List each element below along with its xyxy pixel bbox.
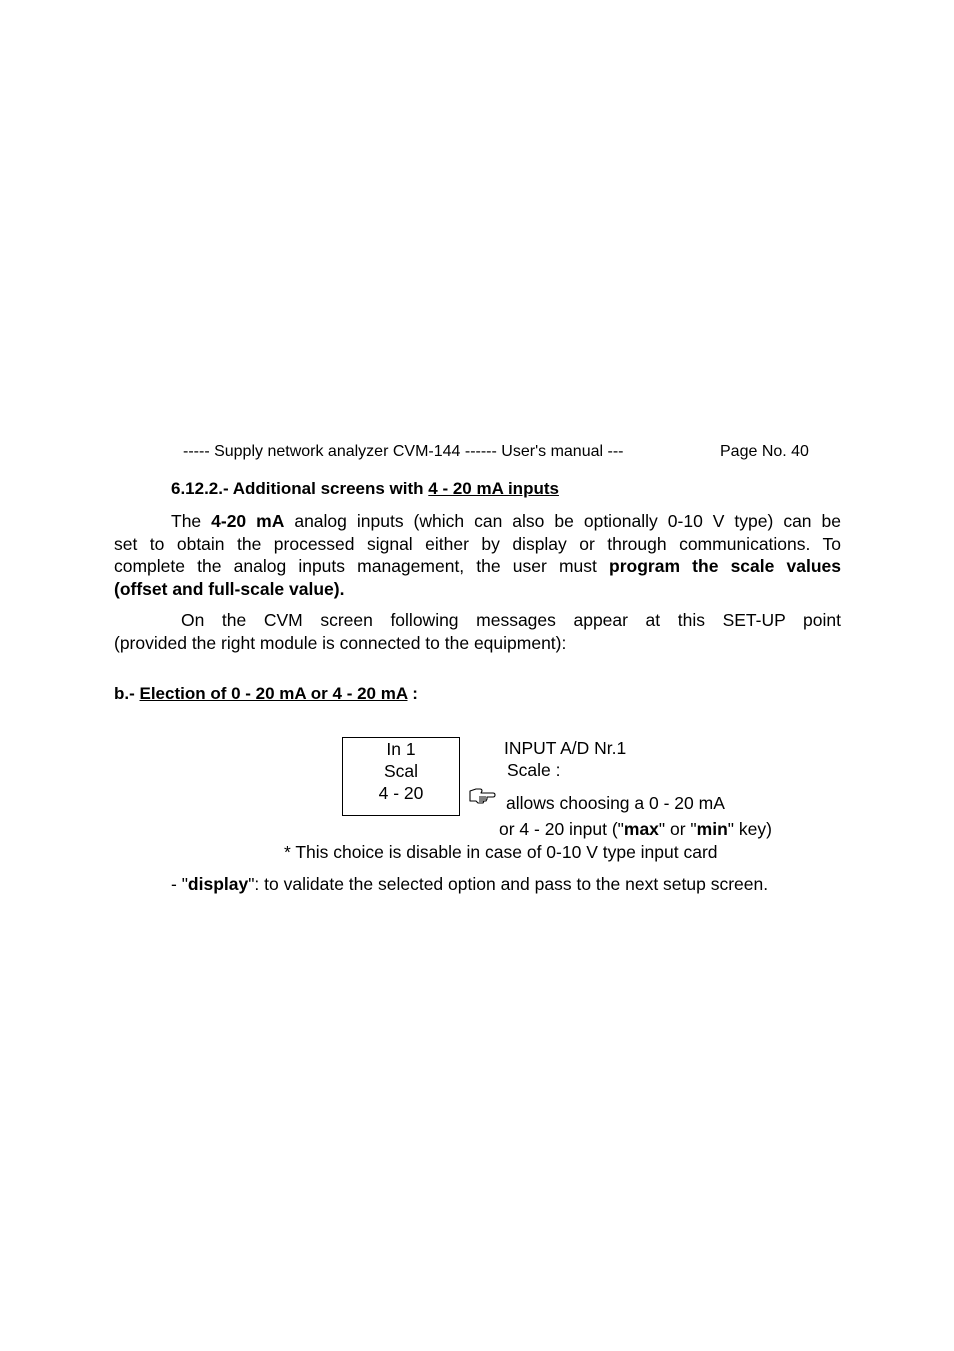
section-title: 6.12.2.- Additional screens with 4 - 20 mA inputs [171,479,559,498]
pointing-hand-icon [467,783,497,807]
subsection-title: b.- Election of 0 - 20 mA or 4 - 20 mA : [114,684,418,703]
desc-input-label: INPUT A/D Nr.1 [504,738,627,758]
section-title-underlined: 4 - 20 mA inputs [428,479,559,498]
display-key-label: display [187,874,249,894]
setup-paragraph: On the CVM screen following messages appear at this SET-UP point (provided the right module is connected to the equipment): [114,610,841,653]
max-key-label: max [623,819,659,839]
display-line-3: 4 - 20 [378,783,424,803]
note-text: * This choice is disable in case of 0-10 V type input card [284,842,718,862]
display-key-instruction: - "display": to validate the selected option and pass to the next setup screen. [171,874,769,894]
min-key-label: min [696,819,728,839]
header-title: ----- Supply network analyzer CVM-144 ------ User's manual --- [183,443,624,460]
page-number: Page No. 40 [720,443,809,460]
display-line-2: Scal [383,761,419,781]
cvm-display-screen [342,737,460,816]
intro-paragraph: The 4-20 mA analog inputs (which can also be optionally 0-10 V type) can be set to obtain the processed signal either by display or through communications. To complete the analog inputs management, the user must program the scale values (offset and full-scale value). [114,511,841,599]
desc-allows: allows choosing a 0 - 20 mA [506,793,725,813]
page-header [183,443,623,461]
desc-scale-label: Scale : [507,760,561,780]
desc-keys: or 4 - 20 input ("max" or "min" key) [499,819,772,839]
display-line-1: In 1 [386,739,416,759]
